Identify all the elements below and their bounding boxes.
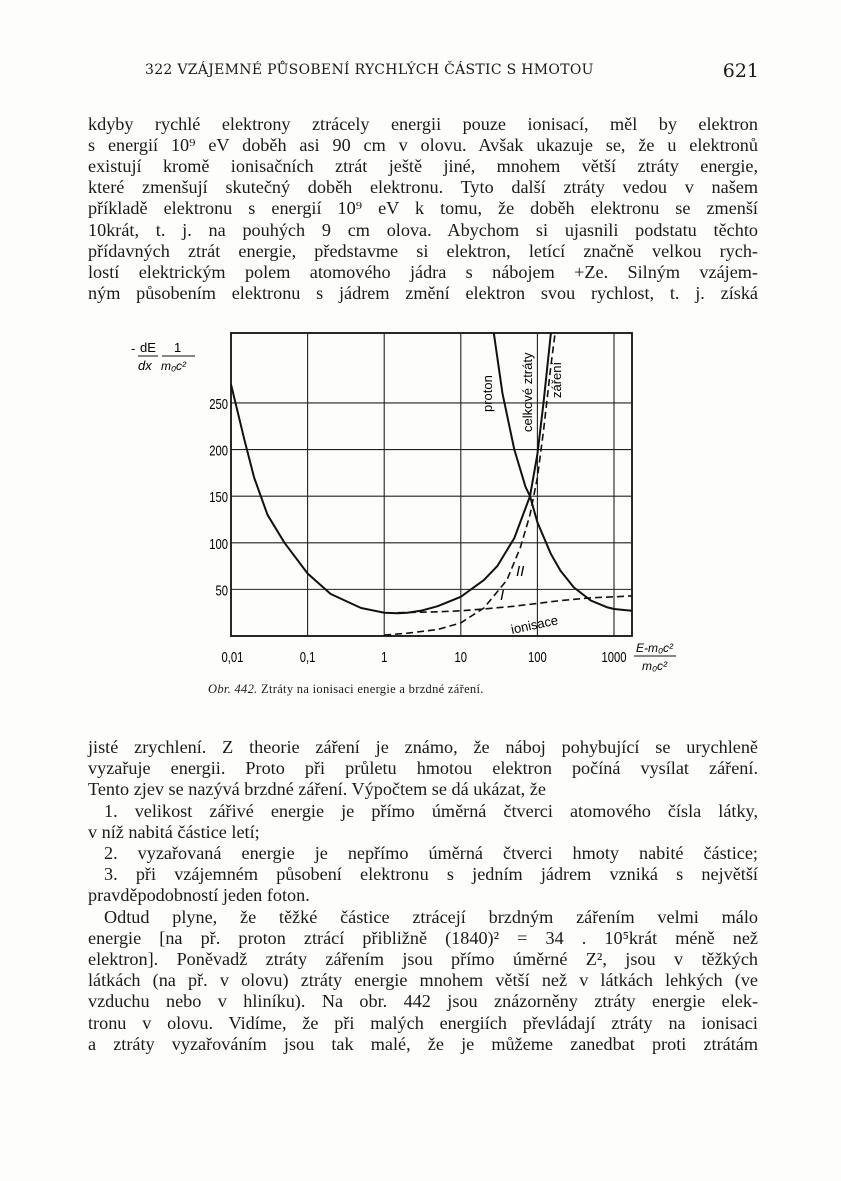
text-line: existují kromě ionisačních ztrát ještě jiné, mnohem větší ztráty energie, [88, 156, 758, 177]
text-line: v níž nabitá částice letí; [88, 821, 260, 842]
y-label-den2: m₀c² [161, 359, 187, 373]
text-line: jisté zrychlení. Z theorie záření je známo, že náboj pohybující se urychleně [88, 737, 758, 757]
text-line: tronu v olovu. Vidíme, že při malých energiích převládají ztráty na ionisaci [88, 1012, 758, 1033]
chart-annotation: celkové ztráty [520, 352, 535, 432]
caption-text: Ztráty na ionisaci energie a brzdné záření. [261, 682, 484, 696]
series-line-0 [231, 333, 551, 613]
y-tick-label: 100 [209, 535, 229, 553]
x-tick-label: 100 [528, 648, 547, 666]
chart-annotation: II [516, 563, 525, 580]
y-label-num2: 1 [174, 340, 182, 355]
x-tick-label: 10 [454, 648, 468, 666]
y-tick-label: 150 [209, 488, 229, 506]
text-line: elektron]. Poněvadž ztráty zářením jsou přímo úměrné Z², jsou v těžkých [88, 949, 758, 969]
text-line: přídavných ztrát energie, představme si elektron, letící značně velkou rych- [88, 240, 758, 261]
text-line: 3. při vzájemném působení elektronu s jedním jádrem vzniká s největší [104, 864, 758, 885]
figure-caption [208, 682, 484, 697]
y-tick-label: 50 [215, 581, 229, 599]
text-line: s energií 10⁹ eV doběh asi 90 cm v olovu. Avšak ukazuje se, že u elektronů [88, 135, 758, 156]
text-line: a ztráty vyzařováním jsou tak malé, že je můžeme zanedbat proti ztrátám [88, 1033, 758, 1054]
running-header: 322 VZÁJEMNÉ PŮSOBENÍ RYCHLÝCH ČÁSTIC S HMOTOU [145, 62, 594, 78]
x-tick-label: 0,01 [221, 648, 244, 666]
y-label-den: dx [138, 358, 152, 373]
text-line: vyzařuje energii. Proto při průletu hmotou elektron počíná vysílat záření. [88, 758, 758, 779]
text-line: ným působením elektronu s jádrem změní elektron svou rychlost, t. j. získá [88, 282, 758, 303]
x-label-num: E-m₀c² [636, 641, 674, 655]
text-line: 1. velikost zářivé energie je přímo úměrná čtverci atomového čísla látky, [104, 800, 758, 821]
chart-annotation: ionisace [509, 612, 560, 637]
text-line: látkách (na př. v olovu) ztráty energie mnohem větší než v látkách lehkých (ve [88, 970, 758, 991]
text-line: lostí elektrickým polem atomového jádra s nábojem +Ze. Silným vzájem- [88, 261, 758, 282]
text-line: 2. vyzařovaná energie je nepřímo úměrná čtverci hmoty nabité částice; [104, 843, 758, 863]
chart-annotation: záření [549, 361, 564, 398]
text-line: příkladě elektronu s energií 10⁹ eV k tomu, že doběh elektronu se zmenší [88, 198, 758, 219]
x-tick-label: 1000 [601, 648, 627, 666]
page-number: 621 [722, 60, 759, 82]
text-line: 10krát, t. j. na pouhých 9 cm olova. Abychom si ujasnili podstatu těchto [88, 219, 758, 240]
x-tick-label: 1 [381, 648, 388, 666]
plot-frame [231, 333, 632, 636]
chart-annotation: proton [480, 375, 495, 412]
text-line: Odtud plyne, že těžké částice ztrácejí brzdným zářením velmi málo [104, 906, 758, 927]
y-label-sign: - [131, 341, 136, 356]
y-tick-label: 200 [209, 441, 229, 459]
chart-annotation: I [500, 587, 505, 604]
caption-number: Obr. 442. [208, 682, 258, 696]
text-line: které zmenšují skutečný doběh elektronu. Tyto další ztráty vedou v našem [88, 177, 758, 198]
text-line: vzduchu nebo v hliníku). Na obr. 442 jsou znázorněny ztráty energie elek- [88, 991, 758, 1012]
y-label-num: dE [140, 340, 156, 355]
text-line: Tento zjev se nazývá brzdné záření. Výpočtem se dá ukázat, že [88, 779, 546, 800]
y-tick-label: 250 [209, 395, 229, 413]
x-label-den: m₀c² [642, 659, 668, 673]
text-line: energie [na př. proton ztrácí přibližně (1840)² = 34 . 10⁵krát méně než [88, 927, 758, 948]
x-tick-label: 0,1 [299, 648, 316, 666]
series-line-2 [398, 596, 632, 613]
text-line: kdyby rychlé elektrony ztrácely energii pouze ionisací, měl by elektron [88, 114, 758, 134]
text-line: pravděpodobností jeden foton. [88, 885, 310, 906]
